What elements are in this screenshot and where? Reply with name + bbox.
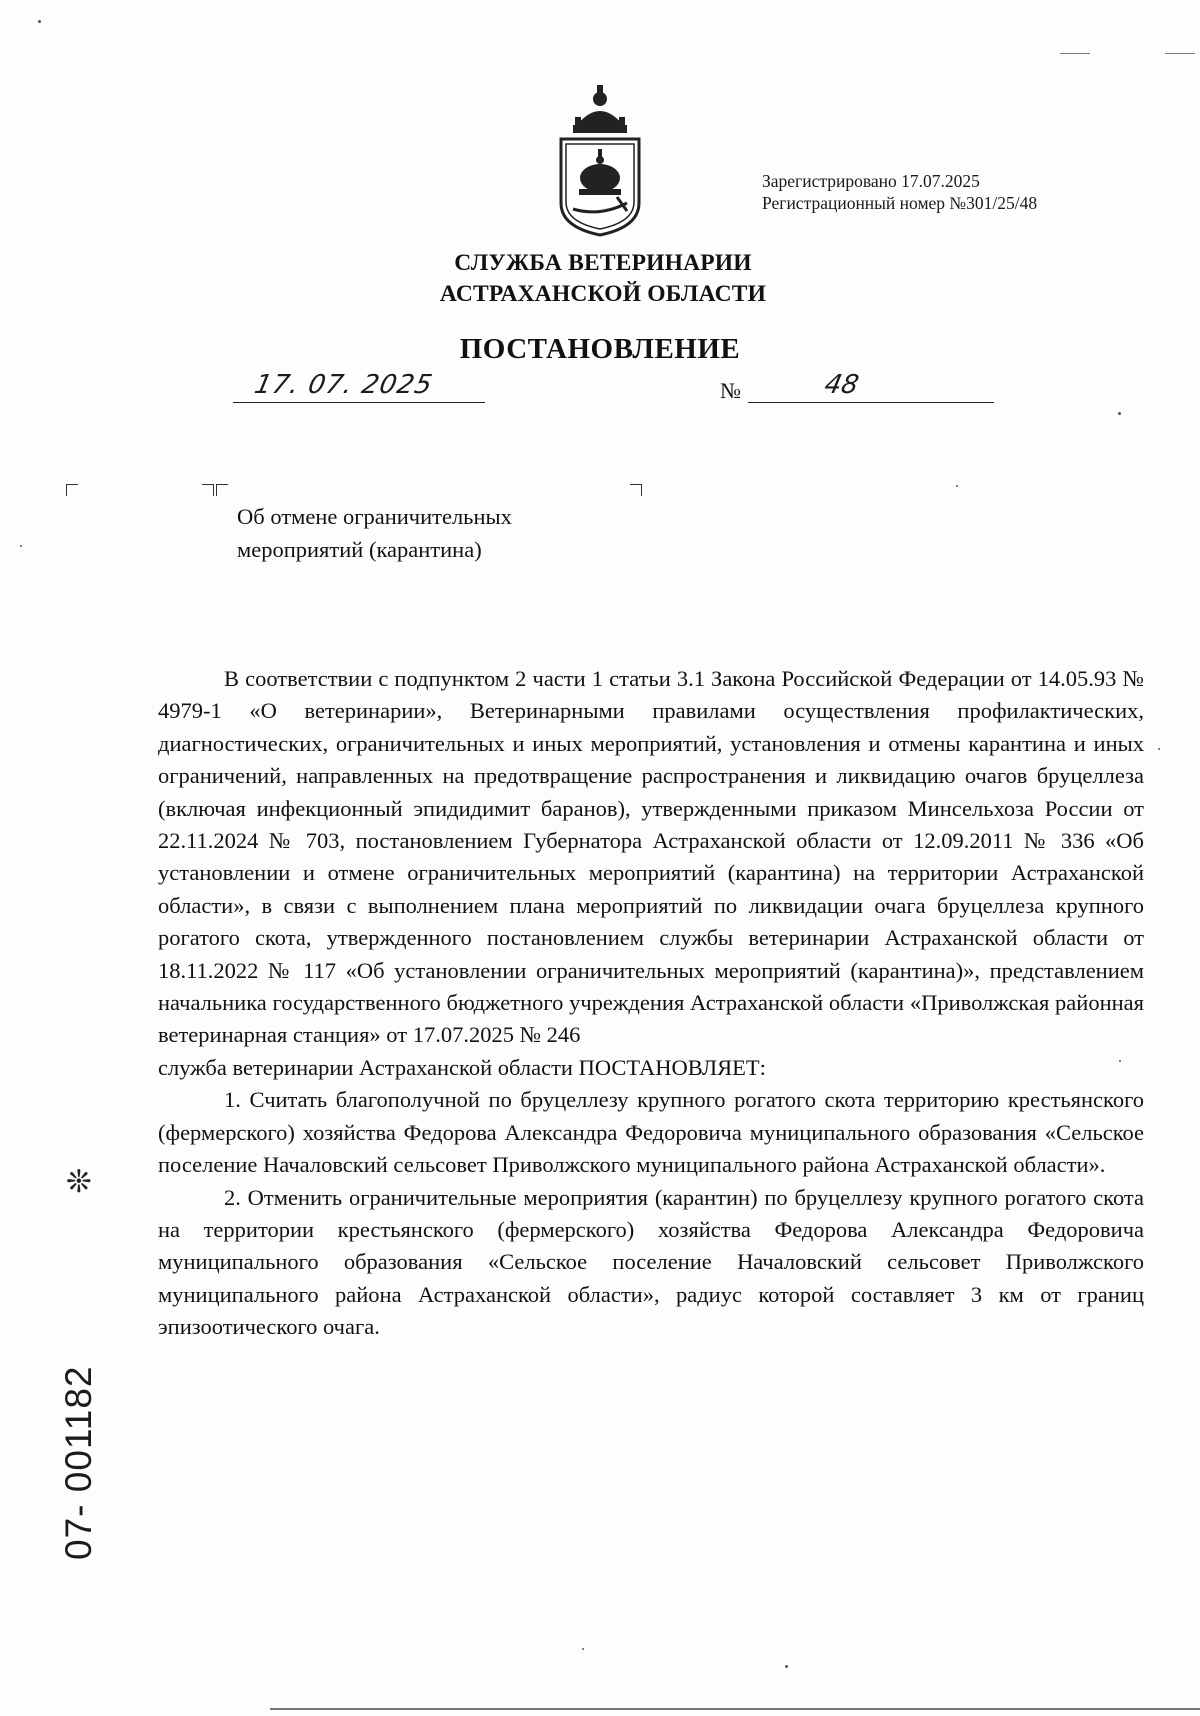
preamble-paragraph: В соответствии с подпунктом 2 части 1 статьи 3.1 Закона Российской Федерации от 14.05.93 № 4979-1 «О ветеринарии», Ветеринарными правилами осуществления профилактических, диагностических, ограничительных и иных мероприятий, установления и отмены карантина и иных ограничений, направленных на предотвращение распространения и ликвидацию очагов бруцеллеза (включая инфекционный эпидидимит баранов), утвержденными приказом Минсельхоза России от 22.11.2024 № 703, постановлением Губернатора Астраханской области от 12.09.2011 № 336 «Об установлении и отмене ограничительных мероприятий (карантина) на территории Астраханской области», в связи с выполнением плана мероприятий по ликвидации очага бруцеллеза крупного рогатого скота, утвержденного постановлением службы ветеринарии Астраханской области от 18.11.2022 № 117 «Об установлении ограничительных мероприятий (карантина)», представлением начальника государственного бюджетного учреждения Астраханской области «Приволжская районная ветеринарная станция» от 17.07.2025 № 246 bbox=[158, 666, 1144, 1048]
document-subject bbox=[237, 500, 512, 566]
corner-mark bbox=[216, 484, 228, 496]
item-2-paragraph: 2. Отменить ограничительные мероприятия (карантин) по бруцеллезу крупного рогатого скота на территории крестьянского (фермерского) хозяйства Федорова Александра Федоровича муниципального образования «Сельское поселение Началовский сельсовет Приволжского муниципального района Астраханской области», радиус которой составляет 3 км от границ эпизоотического очага. bbox=[158, 1184, 1144, 1340]
corner-mark bbox=[202, 484, 214, 496]
agency-name bbox=[0, 248, 1200, 310]
scan-speck bbox=[956, 485, 958, 487]
agency-line-2: АСТРАХАНСКОЙ ОБЛАСТИ bbox=[439, 281, 767, 307]
scan-speck bbox=[785, 1665, 788, 1668]
handwritten-number: 48 bbox=[821, 370, 862, 400]
corner-mark bbox=[66, 484, 78, 496]
margin-document-number: 07- 001182 bbox=[58, 1365, 99, 1560]
number-underline bbox=[748, 402, 994, 403]
document-type: ПОСТАНОВЛЕНИЕ bbox=[459, 333, 741, 365]
handwritten-date: 17. 07. 2025 bbox=[251, 370, 436, 400]
scan-speck bbox=[582, 1648, 584, 1650]
registration-date: Зарегистрировано 17.07.2025 bbox=[762, 171, 980, 191]
bottom-scan-edge bbox=[270, 1708, 1200, 1710]
scan-artifact-line bbox=[1165, 53, 1195, 54]
coat-of-arms-icon bbox=[555, 85, 645, 237]
corner-mark bbox=[630, 484, 642, 496]
scan-speck bbox=[1118, 412, 1121, 415]
scan-speck bbox=[1158, 748, 1160, 750]
scan-speck bbox=[20, 545, 22, 547]
subject-line-2: мероприятий (карантина) bbox=[237, 537, 482, 562]
subject-line-1: Об отмене ограничительных bbox=[237, 504, 512, 529]
item-1-paragraph: 1. Считать благополучной по бруцеллезу крупного рогатого скота территорию крестьянского (фермерского) хозяйства Федорова Александра Федоровича муниципального образования «Сельское поселение Началовский сельсовет Приволжского муниципального района Астраханской области». bbox=[158, 1087, 1144, 1178]
document-body bbox=[158, 663, 1144, 1344]
date-underline bbox=[233, 402, 485, 403]
number-label: № bbox=[720, 378, 741, 403]
margin-symbol: ❊ bbox=[66, 1164, 92, 1200]
registration-number: Регистрационный номер №301/25/48 bbox=[762, 193, 1038, 213]
scan-speck bbox=[38, 20, 41, 23]
decree-line: служба ветеринарии Астраханской области ПОСТАНОВЛЯЕТ: bbox=[158, 1054, 766, 1080]
agency-line-1: СЛУЖБА ВЕТЕРИНАРИИ bbox=[454, 250, 752, 276]
scan-artifact-line bbox=[1060, 53, 1090, 54]
registration-block bbox=[762, 170, 1037, 214]
